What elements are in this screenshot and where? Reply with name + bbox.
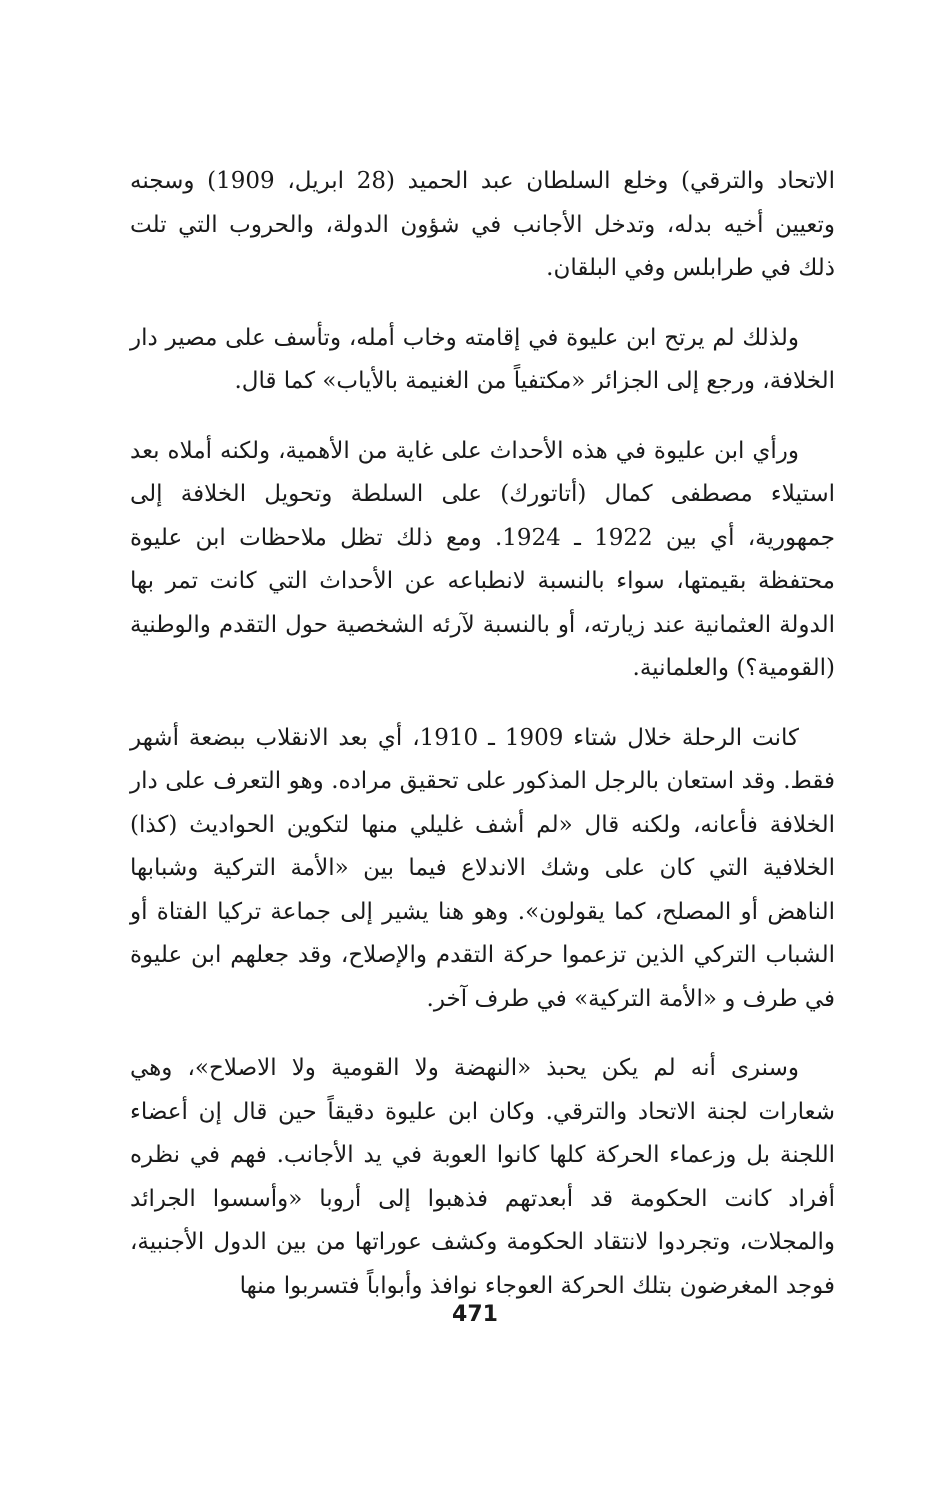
page-number: 471 [452, 1302, 498, 1327]
paragraph-3: ورأي ابن عليوة في هذه الأحداث على غاية من الأهمية، ولكنه أملاه بعد استيلاء مصطفى كمال (أتاتورك) على السلطة وتحويل الخلافة إلى جمهورية، أي بين 1922 ـ 1924. ومع ذلك تظل ملاحظات ابن عليوة محتفظة بقيمتها، سواء بالنسبة لانطباعه عن الأحداث التي كانت تمر بها الدولة العثمانية عند زيارته، أو بالنسبة لآرئه الشخصية حول التقدم والوطنية (القومية؟) والعلمانية. [130, 437, 835, 681]
paragraph-2: ولذلك لم يرتح ابن عليوة في إقامته وخاب أمله، وتأسف على مصير دار الخلافة، ورجع إلى الجزائر «مكتفياً من الغنيمة بالأياب» كما قال. [130, 324, 835, 394]
paragraph-4: كانت الرحلة خلال شتاء 1909 ـ 1910، أي بعد الانقلاب ببضعة أشهر فقط. وقد استعان بالرجل المذكور على تحقيق مراده. وهو التعرف على دار الخلافة فأعانه، ولكنه قال «لم أشف غليلي منها لتكوين الحواديث (كذا) الخلافية التي كان على وشك الاندلاع فيما بين «الأمة التركية وشبابها الناهض أو المصلح، كما يقولون». وهو هنا يشير إلى جماعة تركيا الفتاة أو الشباب التركي الذين تزعموا حركة التقدم والإصلاح، وقد جعلهم ابن عليوة في طرف و «الأمة التركية» في طرف آخر. [130, 724, 835, 1012]
paragraph-5: وسنرى أنه لم يكن يحبذ «النهضة ولا القومية ولا الاصلاح»، وهي شعارات لجنة الاتحاد والترقي. وكان ابن عليوة دقيقاً حين قال إن أعضاء اللجنة بل وزعماء الحركة كلها كانوا العوبة في يد الأجانب. فهم في نظره أفراد كانت الحكومة قد أبعدتهم فذهبوا إلى أروبا «وأسسوا الجرائد والمجلات، وتجردوا لانتقاد الحكومة وكشف عوراتها من بين الدول الأجنبية، فوجد المغرضون بتلك الحركة العوجاء نوافذ وأبواباً فتسربوا منها [130, 1055, 835, 1299]
paragraph-1: الاتحاد والترقي) وخلع السلطان عبد الحميد (28 ابريل، 1909) وسجنه وتعيين أخيه بدله، وتدخل الأجانب في شؤون الدولة، والحروب التي تلت ذلك في طرابلس وفي البلقان. [130, 168, 835, 281]
page-body [130, 160, 835, 1334]
